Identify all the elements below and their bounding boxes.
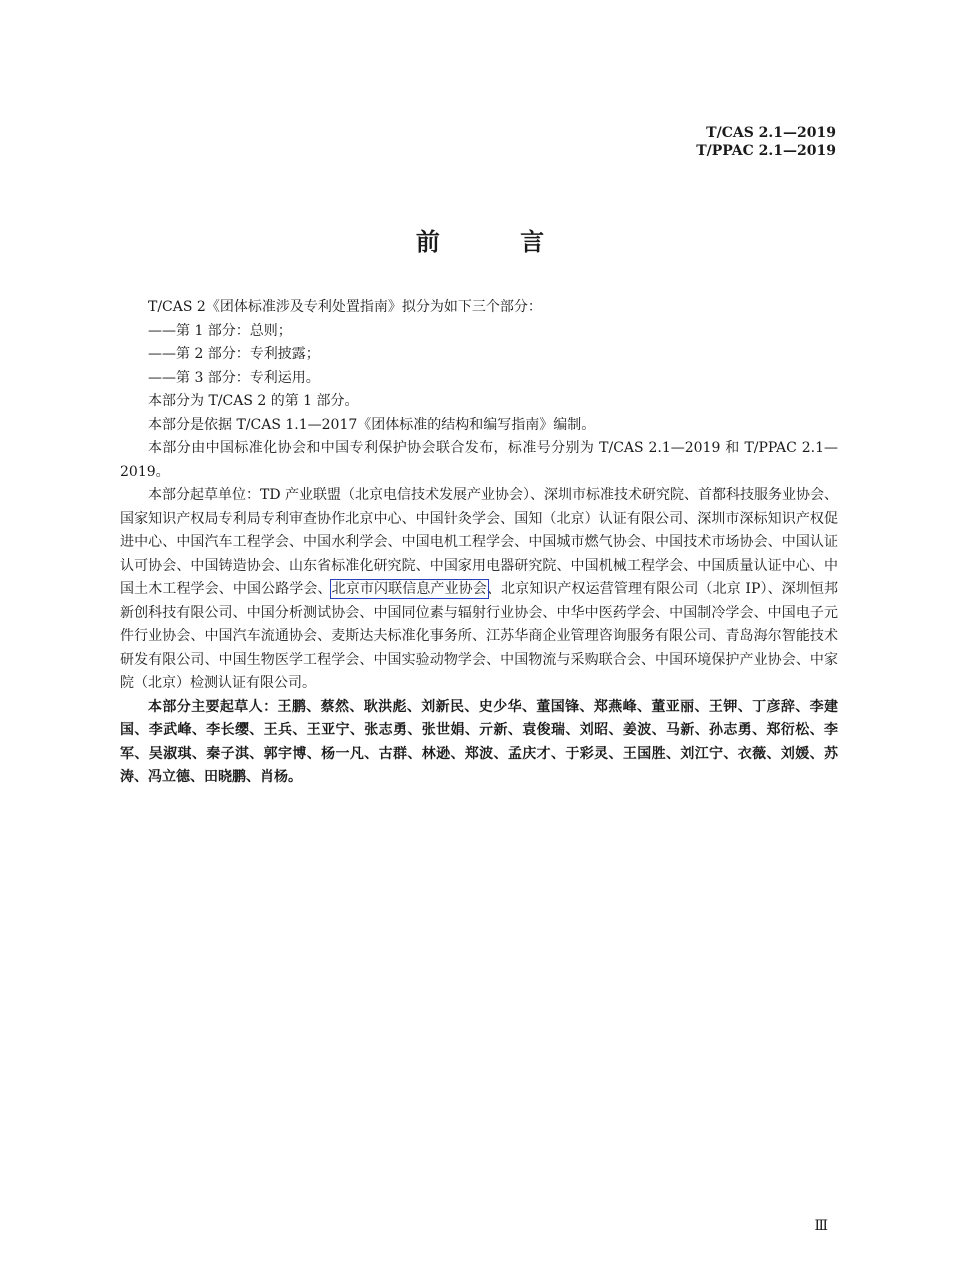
drafters-paragraph: 本部分主要起草人：王鹏、蔡然、耿洪彪、刘新民、史少华、董国锋、郑燕峰、董亚丽、王钾、丁彦辞、李建国、李武峰、李长缨、王兵、王亚宁、张志勇、张世娟、亓新、袁俊瑞、刘昭、姜波、马新、孙志勇、郑衍松、李军、吴淑琪、秦子淇、郭宇博、杨一凡、古群、林逊、郑波、孟庆才、于彩灵、王国胜、刘江宁、衣薇、刘媛、苏涛、冯立德、田晓鹏、肖杨。 — [120, 698, 838, 785]
page-title: 前 言 — [415, 227, 581, 256]
drafting-units-paragraph — [120, 484, 838, 696]
list-item-part2: ——第 2 部分：专利披露； — [148, 346, 320, 362]
page-number: Ⅲ — [814, 1218, 828, 1234]
drafting-units-text-2: 、北京知识产权运营管理有限公司（北京 IP）、深圳恒邦新创科技有限公司、中国分析测试协会、中国同位素与辐射行业协会、中华中医药学会、中国制冷学会、中国电子元件行业协会、中国汽车流通协会、麦斯达夫标准化事务所、江苏华商企业管理咨询服务有限公司、青岛海尔智能技术研发有限公司、中国生物医学工程学会、中国实验动物学会、中国物流与采购联合会、中国环境保护产业协会、中家院（北京）检测认证有限公司。 — [120, 581, 839, 691]
list-item-part3: ——第 3 部分：专利运用。 — [148, 369, 320, 386]
basis-statement: 本部分是依据 T/CAS 1.1—2017《团体标准的结构和编写指南》编制。 — [148, 416, 596, 433]
foreword-body — [120, 296, 838, 790]
standard-codes — [696, 124, 836, 160]
drafting-units-text-1: 本部分起草单位：TD 产业联盟（北京电信技术发展产业协会）、深圳市标准技术研究院、首都科技服务业协会、国家知识产权局专利局专利审查协作北京中心、中国针灸学会、国知（北京）认证有限公司、深圳市深标知识产权促进中心、中国汽车工程学会、中国水利学会、中国电机工程学会、中国城市燃气协会、中国技术市场协会、中国认证认可协会、中国铸造协会、山东省标准化研究院、中国家用电器研究院、中国机械工程学会、中国质量认证中心、中国土木工程学会、中国公路学会、 — [120, 487, 839, 597]
publish-statement: 本部分由中国标准化协会和中国专利保护协会联合发布，标准号分别为 T/CAS 2.1—2019 和 T/PPAC 2.1—2019。 — [120, 440, 838, 480]
part-statement: 本部分为 T/CAS 2 的第 1 部分。 — [148, 393, 359, 409]
standard-code-tppac: T/PPAC 2.1—2019 — [696, 143, 836, 159]
standard-code-tcas: T/CAS 2.1—2019 — [706, 125, 836, 141]
list-item-part1: ——第 1 部分：总则； — [148, 322, 292, 339]
highlighted-unit[interactable]: 北京市闪联信息产业协会 — [331, 581, 487, 597]
intro-paragraph: T/CAS 2《团体标准涉及专利处置指南》拟分为如下三个部分： — [148, 299, 542, 315]
